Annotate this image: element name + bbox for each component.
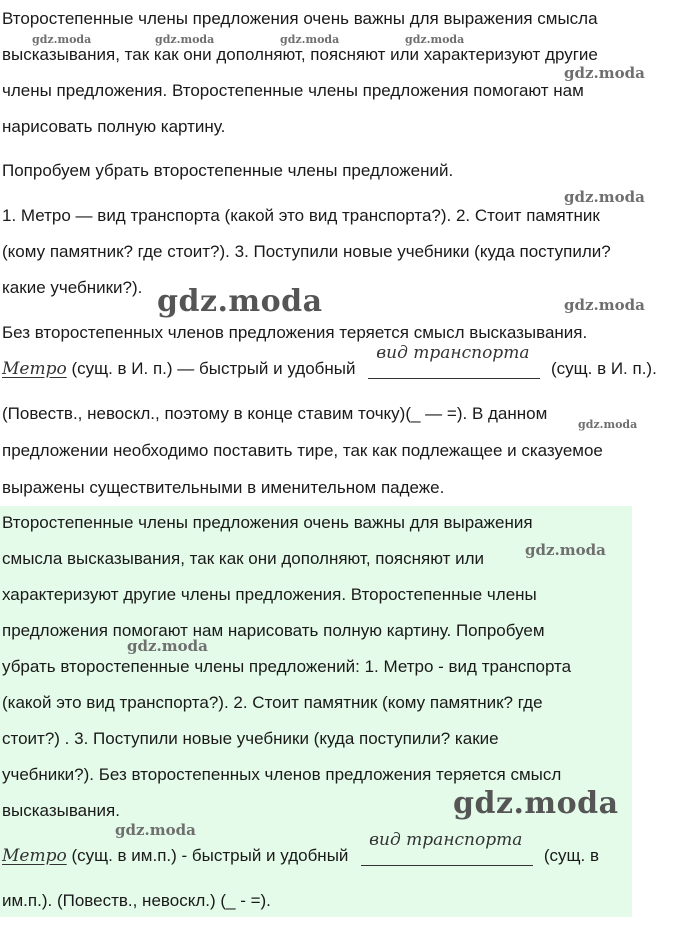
paragraph-line: Без второстепенных членов предложения теряется смысл высказывания. bbox=[2, 323, 588, 342]
underline-rule bbox=[361, 865, 533, 866]
answer-line: предложения помогают нам нарисовать полную картину. Попробуем bbox=[2, 621, 545, 640]
scheme-note: (сущ. в им.п.) - быстрый и удобный bbox=[71, 846, 349, 865]
scheme-note: (сущ. в И. п.). bbox=[550, 359, 657, 378]
watermark: gdz.moda bbox=[453, 786, 619, 821]
answer-line: характеризуют другие члены предложения. Второстепенные члены bbox=[2, 585, 537, 604]
subject-handwritten: Метро bbox=[2, 846, 67, 866]
paragraph-line: члены предложения. Второстепенные члены предложения помогают нам bbox=[2, 81, 584, 100]
scheme-note: (сущ. в И. п.) — быстрый и удобный bbox=[71, 359, 356, 378]
predicate-blank bbox=[368, 343, 540, 380]
watermark: gdz.moda bbox=[157, 284, 323, 319]
answer-line: учебники?). Без второстепенных членов предложения теряется смысл bbox=[2, 765, 562, 784]
paragraph-line: предложении необходимо поставить тире, так как подлежащее и сказуемое bbox=[2, 441, 603, 460]
paragraph-line: выражены существительными в именительном падеже. bbox=[2, 478, 445, 497]
paragraph-line: Попробуем убрать второстепенные члены предложений. bbox=[2, 161, 454, 180]
answer-line: стоит?) . 3. Поступили новые учебники (куда поступили? какие bbox=[2, 729, 499, 748]
watermark: gdz.moda bbox=[32, 33, 92, 46]
paragraph-line: (кому памятник? где стоит?). 3. Поступили новые учебники (куда поступили? bbox=[2, 242, 611, 261]
paragraph-line: 1. Метро — вид транспорта (какой это вид транспорта?). 2. Стоит памятник bbox=[2, 206, 600, 225]
answer-line: убрать второстепенные члены предложений: 1. Метро - вид транспорта bbox=[2, 657, 572, 676]
watermark: gdz.moda bbox=[564, 64, 645, 82]
sentence-scheme bbox=[2, 343, 657, 380]
paragraph-line: (Повеств., невоскл., поэтому в конце ставим точку)(_ — =). В данном bbox=[2, 404, 548, 423]
watermark: gdz.moda bbox=[578, 418, 638, 431]
watermark: gdz.moda bbox=[564, 296, 645, 314]
watermark: gdz.moda bbox=[405, 33, 465, 46]
watermark: gdz.moda bbox=[280, 33, 340, 46]
predicate-handwritten: вид транспорта bbox=[376, 343, 530, 363]
answer-line: высказывания. bbox=[2, 801, 120, 820]
watermark: gdz.moda bbox=[525, 541, 606, 559]
scheme-note: (сущ. в bbox=[543, 846, 600, 865]
paragraph-line: высказывания, так как они дополняют, поясняют или характеризуют другие bbox=[2, 45, 598, 64]
predicate-handwritten: вид транспорта bbox=[369, 830, 523, 850]
watermark: gdz.moda bbox=[115, 821, 196, 839]
underline-rule bbox=[368, 378, 540, 379]
paragraph-line: Второстепенные члены предложения очень важны для выражения смысла bbox=[2, 9, 598, 28]
paragraph-line: какие учебники?). bbox=[2, 278, 143, 297]
subject-handwritten: Метро bbox=[2, 359, 67, 379]
watermark: gdz.moda bbox=[564, 188, 645, 206]
paragraph-line: нарисовать полную картину. bbox=[2, 117, 226, 136]
answer-line: им.п.). (Повеств., невоскл.) (_ - =). bbox=[2, 891, 271, 910]
predicate-blank bbox=[361, 830, 533, 867]
answer-line: смысла высказывания, так как они дополняют, поясняют или bbox=[2, 549, 485, 568]
watermark: gdz.moda bbox=[155, 33, 215, 46]
answer-line: (какой это вид транспорта?). 2. Стоит памятник (кому памятник? где bbox=[2, 693, 543, 712]
answer-line: Второстепенные члены предложения очень важны для выражения bbox=[2, 513, 533, 532]
watermark: gdz.moda bbox=[127, 637, 208, 655]
